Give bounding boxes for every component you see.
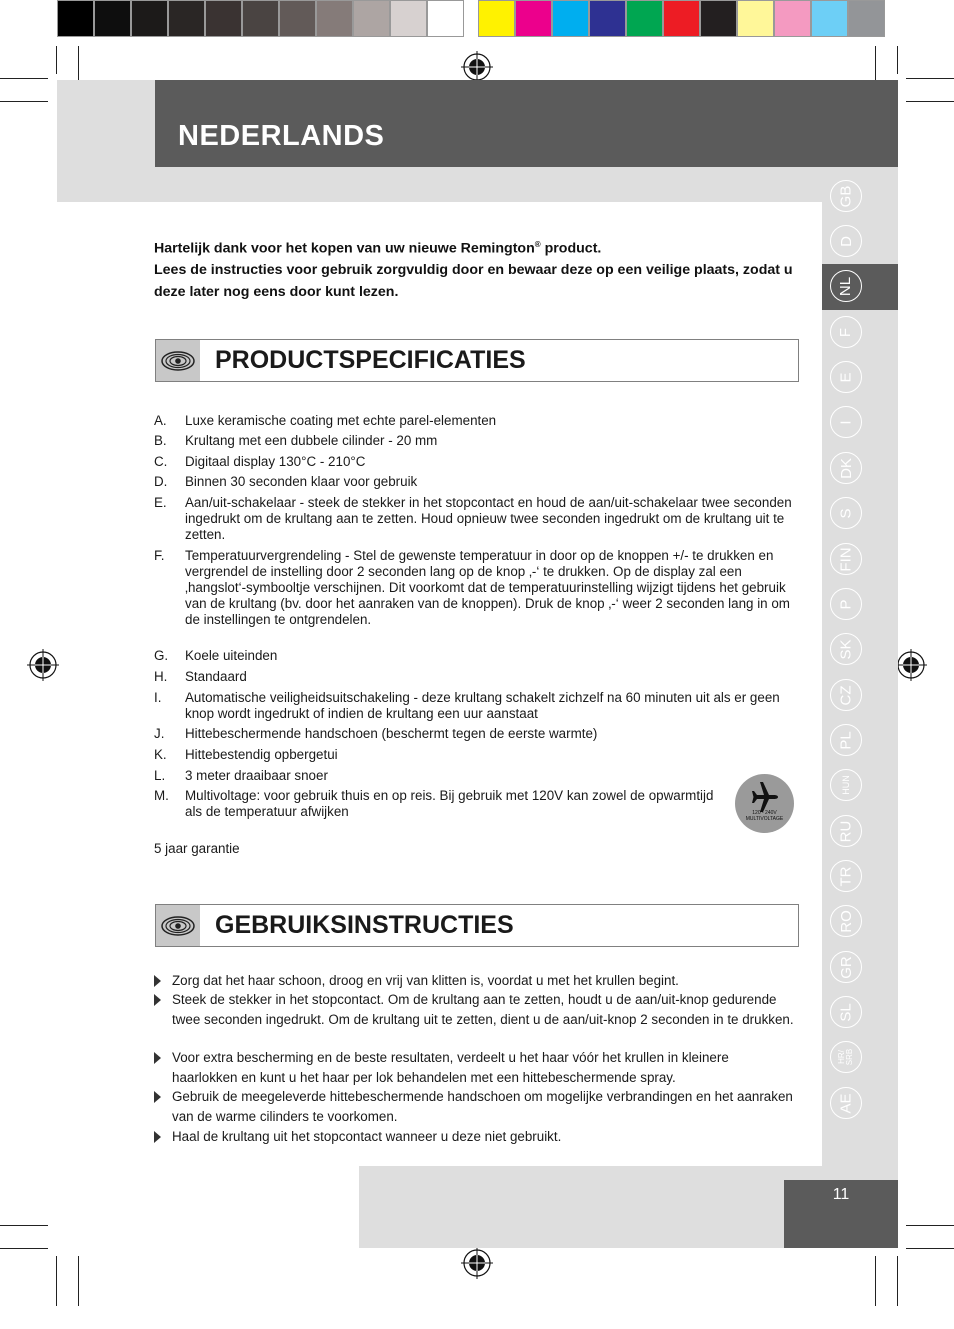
intro-line-1-end: product. [540, 240, 602, 257]
spec-item [154, 433, 794, 449]
eye-icon [156, 905, 200, 946]
spec-letter: K. [154, 747, 167, 762]
language-tab-label: D [837, 235, 855, 247]
crop-mark [906, 1225, 954, 1226]
intro-line-1: Hartelijk dank voor het kopen van uw nieuwe Remington [154, 240, 535, 257]
crop-mark [0, 1225, 48, 1226]
color-calibration-bar [57, 0, 885, 39]
registration-mark-icon [461, 51, 493, 83]
spec-text: Aan/uit-schakelaar - steek de stekker in het stopcontact en houd de aan/uit-schakelaar twee seconden ingedrukt om de krultang aan te zetten. Houd opnieuw twee seconden ingedrukt om de krultang uit te zetten. [185, 495, 792, 542]
spec-letter: H. [154, 669, 168, 684]
color-swatch [626, 0, 663, 37]
instruction-text: Steek de stekker in het stopcontact. Om de krultang aan te zetten, houdt u de aan/uit-knop gedurende twee seconden ingedrukt. Om de krultang uit te zetten, dient u de aan/uit-knop 2 seconden in te drukken. [172, 992, 794, 1027]
spec-letter: B. [154, 433, 167, 448]
color-swatch [663, 0, 700, 37]
language-tab-gr[interactable] [830, 951, 862, 983]
language-tab-label: P [837, 598, 855, 610]
color-swatch [57, 0, 94, 37]
language-tab-label: I [837, 419, 855, 425]
section-title: GEBRUIKSINSTRUCTIES [215, 911, 514, 939]
instruction-text: Haal de krultang uit het stopcontact wanneer u deze niet gebruikt. [172, 1129, 562, 1144]
color-swatch [279, 0, 316, 37]
language-tab-ru[interactable] [830, 815, 862, 847]
spec-text: Multivoltage: voor gebruik thuis en op reis. Bij gebruik met 120V kan zowel de opwarmtijd als de temperatuur afwijken [185, 788, 714, 819]
color-swatch [242, 0, 279, 37]
instruction-item [154, 1048, 794, 1087]
bullet-triangle-icon [154, 1131, 161, 1143]
spec-letter: J. [154, 726, 165, 741]
spec-text: 3 meter draaibaar snoer [185, 768, 328, 783]
multivoltage-badge [735, 774, 794, 833]
spec-item [154, 669, 794, 685]
registration-mark-icon [461, 1247, 493, 1279]
color-swatch [774, 0, 811, 37]
crop-mark [78, 1256, 79, 1306]
crop-mark [906, 1248, 954, 1249]
spec-text: Luxe keramische coating met echte parel-elementen [185, 413, 497, 428]
registered-mark: ® [534, 240, 541, 249]
bullet-triangle-icon [154, 1052, 161, 1064]
section-header-specs [155, 339, 799, 382]
color-swatch [848, 0, 885, 37]
language-tab-ae[interactable] [830, 1087, 862, 1119]
color-swatch [589, 0, 626, 37]
language-tab-i[interactable] [830, 406, 862, 438]
spec-text: Standaard [185, 669, 247, 684]
crop-mark [0, 78, 48, 79]
intro-line-2: Lees de instructies voor gebruik zorgvuldig door en bewaar deze op een veilige plaats, zodat u deze later nog eens door kunt lezen. [154, 262, 793, 300]
spec-text: Temperatuurvergrendeling - Stel de gewenste temperatuur in door op de knoppen +/- te drukken en vergrendel de instelling door 2 seconden lang op de knop ‚-‘ te drukken. Op de display zal een ‚hangslot‘-symbooltje verschijnen. Dit voorkomt dat de temperatuurinstelling wijzigt tijdens het gebruik van de krultang (bv. door het aanraken van de knoppen). Druk de knop ‚-‘ weer 2 seconden lang in om de instellingen te ontgrendelen. [185, 548, 790, 627]
spec-letter: D. [154, 474, 168, 489]
language-tab-fin[interactable] [830, 543, 862, 575]
spec-item [154, 474, 794, 490]
page-title: NEDERLANDS [178, 120, 385, 152]
crop-mark [906, 78, 954, 79]
language-tab-label: S [837, 507, 855, 519]
language-tab-label: RU [837, 820, 855, 842]
color-swatch [515, 0, 552, 37]
airplane-icon [747, 782, 783, 812]
spec-item [154, 413, 794, 429]
color-swatch [737, 0, 774, 37]
spec-text: Koele uiteinden [185, 648, 278, 663]
section-title: PRODUCTSPECIFICATIES [215, 346, 526, 374]
color-swatch [316, 0, 353, 37]
language-tab-sl[interactable] [830, 996, 862, 1028]
language-tab-p[interactable] [830, 588, 862, 620]
bullet-triangle-icon [154, 994, 161, 1006]
color-swatch [131, 0, 168, 37]
badge-label: MULTIVOLTAGE [745, 816, 784, 822]
instruction-item [154, 1087, 794, 1126]
crop-mark [56, 46, 57, 74]
spec-letter: I. [154, 690, 162, 705]
crop-mark [0, 101, 48, 102]
language-tab-cz[interactable] [830, 679, 862, 711]
instruction-text: Zorg dat het haar schoon, droog en vrij van klitten is, voordat u met het krullen begint. [172, 973, 679, 988]
spec-item [154, 548, 794, 628]
instruction-text: Voor extra bescherming en de beste resultaten, verdeelt u het haar vóór het krullen in kleinere haarlokken en kunt u het haar per lok behandelen met een hittebeschermende spray. [172, 1050, 729, 1085]
page-number: 11 [832, 1186, 850, 1203]
bullet-triangle-icon [154, 975, 161, 987]
spec-text: Digitaal display 130°C - 210°C [185, 454, 366, 469]
spec-item [154, 768, 794, 784]
language-tab-label: RO [837, 909, 855, 933]
spec-text: Binnen 30 seconden klaar voor gebruik [185, 474, 418, 489]
spec-item [154, 747, 794, 763]
language-tab-label: FIN [837, 546, 855, 572]
color-bar-gap [464, 0, 478, 39]
color-swatch [811, 0, 848, 37]
color-swatch [205, 0, 242, 37]
crop-mark [875, 1256, 876, 1306]
language-tab-label: DK [837, 457, 855, 479]
instruction-text: Gebruik de meegeleverde hittebeschermende handschoen om mogelijke verbrandingen en het aanraken van de warme cilinders te voorkomen. [172, 1089, 793, 1124]
color-swatch [552, 0, 589, 37]
language-tab-e[interactable] [830, 361, 862, 393]
spec-text: Krultang met een dubbele cilinder - 20 mm [185, 433, 438, 448]
spec-item [154, 648, 794, 664]
spec-item [154, 726, 794, 742]
spec-item [154, 495, 794, 543]
language-tab-label: HR/ SRB [836, 1048, 854, 1066]
spec-letter: E. [154, 495, 167, 510]
eye-icon [156, 340, 200, 381]
color-swatch [700, 0, 737, 37]
spec-text: Hittebeschermende handschoen (beschermt tegen de eerste warmte) [185, 726, 598, 741]
color-swatch [168, 0, 205, 37]
language-tab-hun[interactable] [830, 769, 862, 801]
badge-voltage: 120 - 240V [752, 810, 777, 816]
language-tab-sk[interactable] [830, 633, 862, 665]
language-tab-label: PL [837, 730, 855, 750]
intro-text [154, 234, 814, 303]
language-tab-pl[interactable] [830, 724, 862, 756]
spec-letter: M. [154, 788, 169, 803]
spec-item [154, 788, 724, 820]
warranty-text: 5 jaar garantie [154, 841, 240, 856]
language-tab-label: GR [837, 955, 855, 979]
language-tab-label: CZ [837, 685, 855, 705]
color-swatch [94, 0, 131, 37]
language-tab-label: E [837, 371, 855, 383]
language-tab-label: HUN [841, 775, 851, 795]
language-tab-label: AE [837, 1092, 855, 1114]
spec-letter: C. [154, 454, 168, 469]
spec-letter: A. [154, 413, 167, 428]
language-tab-f[interactable] [830, 316, 862, 348]
crop-mark [897, 1256, 898, 1306]
instruction-item [154, 1127, 794, 1147]
language-tab-nl[interactable] [830, 270, 862, 302]
language-tab-hrsrb[interactable] [830, 1041, 862, 1073]
language-tab-gb[interactable] [830, 180, 862, 212]
language-tab-label: F [837, 327, 855, 337]
instruction-item [154, 971, 794, 991]
section-header-instructions [155, 904, 799, 947]
color-swatch [353, 0, 390, 37]
spec-letter: F. [154, 548, 165, 563]
language-tab-d[interactable] [830, 225, 862, 257]
language-tab-label: TR [837, 866, 855, 886]
color-swatch [427, 0, 464, 37]
crop-mark [906, 101, 954, 102]
spec-letter: G. [154, 648, 169, 663]
crop-mark [56, 1256, 57, 1306]
spec-item [154, 454, 794, 470]
language-tab-tr[interactable] [830, 860, 862, 892]
bullet-triangle-icon [154, 1091, 161, 1103]
spec-item [154, 690, 794, 722]
language-tab-label: SK [837, 638, 855, 660]
registration-mark-icon [895, 649, 927, 681]
language-tab-ro[interactable] [830, 905, 862, 937]
color-swatch [478, 0, 515, 37]
instruction-item [154, 990, 794, 1029]
spec-text: Hittebestendig opbergetui [185, 747, 338, 762]
color-swatch [390, 0, 427, 37]
spec-text: Automatische veiligheidsuitschakeling - deze krultang schakelt zichzelf na 60 minuten uit als er geen knop wordt ingedrukt of indien de krultang een uur aanstaat [185, 690, 780, 721]
crop-mark [0, 1248, 48, 1249]
language-tab-s[interactable] [830, 497, 862, 529]
language-tab-label: SL [837, 1002, 855, 1022]
language-tab-label: GB [837, 185, 855, 207]
language-tab-label: NL [837, 276, 855, 296]
registration-mark-icon [27, 649, 59, 681]
language-tab-dk[interactable] [830, 452, 862, 484]
crop-mark [897, 46, 898, 74]
spec-letter: L. [154, 768, 166, 783]
